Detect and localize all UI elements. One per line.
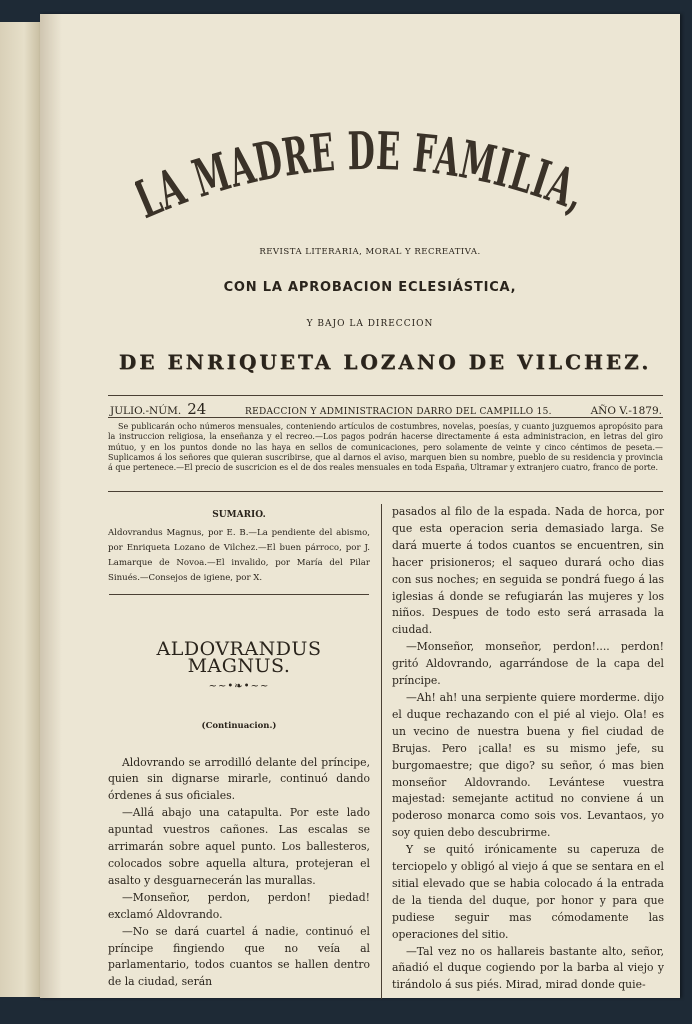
issue-line	[110, 400, 662, 418]
article-paragraph: —Ah! ah! una serpiente quiere morderme. dijo el duque rechazando con el pié al viejo. Ola! es un vecino de nuestra buena y fiel ciudad de Brujas. Pero ¡calla! es su mismo jefe, su burgomaestre; que digo? su señor, ó mas bien monseñor Aldovrando. Levántese vuestra majestad: semejante actitud no conviene á un poderoso monarca como sois vos. Levantaos, yo soy quien debo descubrirme.	[392, 690, 664, 840]
article-paragraph: —Monseñor, perdon, perdon! piedad! exclamó Aldovrando.	[108, 890, 370, 921]
article-paragraph: Aldovrando se arrodilló delante del príncipe, quien sin dignarse mirarle, continuó dando órdenes á sus oficiales.	[108, 755, 370, 803]
masthead-subtitle: REVISTA LITERARIA, MORAL Y RECREATIVA.	[259, 247, 481, 257]
article-title: ALDOVRANDUS MAGNUS.	[156, 637, 322, 677]
svg-text:LA MADRE DE FAMILIA,	[135, 124, 602, 231]
masthead-title-text: A MADRE DE FAMILIA,	[148, 124, 602, 227]
article-paragraph: pasados al filo de la espada. Nada de horca, por que esta operacion seria demasiado larga. Se dará muerte á todos cuantos se encuentren, sin hacer prisioneros; el saqueo durará ocho dias con sus noches; en seguida se pondrá fuego á las iglesias á donde se refugiarán las mujeres y los niños. Despues de todo esto será arrasada la ciudad.	[392, 505, 664, 637]
sumario-rule	[109, 594, 369, 595]
column-divider	[381, 504, 382, 999]
article-paragraph: Y se quitó irónicamente su caperuza de terciopelo y obligó al viejo á que se sentara en el sitial elevado que se habia colocado á la entrada de la tienda del duque, por honor y para que pudiese seguir mas cómodamente las operaciones del sitio.	[392, 843, 664, 941]
masthead-title	[135, 124, 605, 244]
title-ornament: ~~•❧•~~	[208, 680, 270, 692]
article-left-body	[108, 755, 370, 992]
issue-label-group	[110, 400, 206, 418]
notice-bottom-rule	[108, 491, 663, 492]
issue-number: 24	[187, 400, 207, 418]
masthead-director: DE ENRIQUETA LOZANO DE VILCHEZ.	[118, 350, 652, 374]
subscription-notice: Se publicarán ocho números mensuales, conteniendo artículos de costumbres, novelas, poesías, y cuanto juzguemos apropósito para la instruccion religiosa, la enseñanza y el recreo.—Los pagos podrán hacerse directamente á esta administracion, en letras del giro mútuo, y en los puntos donde no las haya en sellos de comunicaciones, pero solamente de veinte y cinco céntimos de peseta.—Suplicamos á los señores que quieran suscribirse, que al darnos el aviso, marquen bien su nombre, pueblo de su residencia y provincia á que pertenece.—El precio de suscricion es el de dos reales mensuales en toda España, Ultramar y extranjero cuatro, franco de porte.	[108, 422, 663, 473]
right-column	[392, 504, 664, 994]
masthead-title-art	[135, 124, 605, 244]
masthead-approbation: CON LA APROBACION ECLESIÁSTICA,	[223, 280, 517, 295]
issue-top-rule	[108, 395, 663, 396]
issue-bottom-rule	[108, 417, 663, 418]
left-column	[108, 504, 370, 991]
article-paragraph: —Tal vez no os hallareis bastante alto, señor, añadió el duque cogiendo por la barba al viejo y tirándolo á sus piés. Mirad, mirad donde quie-	[392, 944, 664, 992]
article-paragraph: —Allá abajo una catapulta. Por este lado apuntad vuestros cañones. Las escalas se arrimarán sobre aquel punto. Los ballesteros, colocados sobre aquella altura, protejeran el asalto y desguarnecerán las murallas.	[108, 806, 370, 887]
continuation-note: (Continuacion.)	[201, 720, 277, 731]
masthead-direction-label: Y BAJO LA DIRECCION	[306, 319, 434, 329]
issue-year: AÑO V.-1879.	[590, 405, 662, 417]
issue-label: JULIO.-NÚM.	[110, 405, 182, 417]
newspaper-page	[40, 14, 680, 998]
facing-page-edge	[0, 22, 41, 997]
article-paragraph: —No se dará cuartel á nadie, continuó el príncipe fingiendo que no veía al parlamentario, todos cuantos se hallen dentro de la ciudad, serán	[108, 924, 370, 989]
sumario-heading: SUMARIO.	[212, 510, 266, 520]
sumario-text: Aldovrandus Magnus, por E. B.—La pendiente del abismo, por Enriqueta Lozano de Vilchez.—El buen párroco, por J. Lamarque de Novoa.—El invalido, por María del Pilar Sinués.—Consejos de igiene, por X.	[108, 527, 370, 583]
article-paragraph: —Monseñor, monseñor, perdon!.... perdon! gritó Aldovrando, agarrándose de la capa del príncipe.	[392, 640, 664, 688]
issue-office: REDACCION Y ADMINISTRACION DARRO DEL CAMPILLO 15.	[245, 407, 552, 417]
